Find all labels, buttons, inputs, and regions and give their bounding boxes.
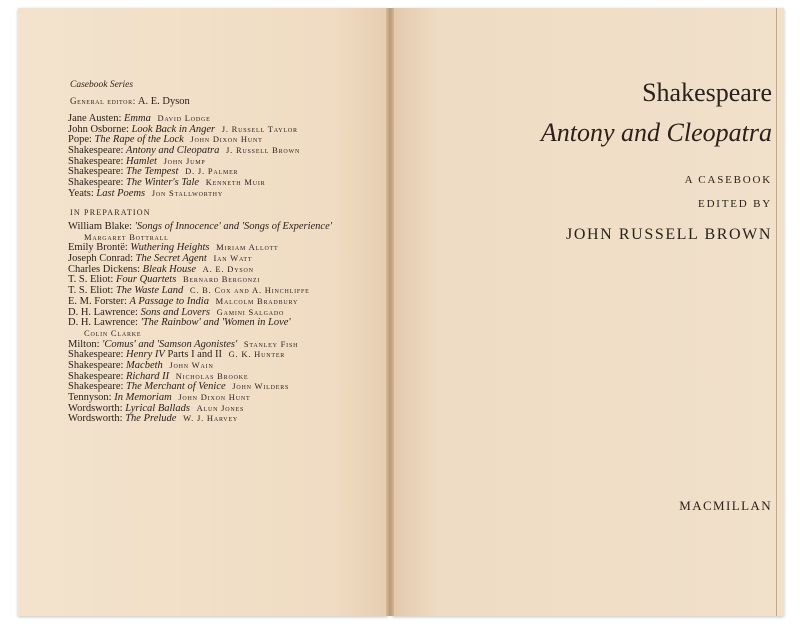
list-item — [68, 274, 336, 285]
entry-title: In Memoriam — [114, 392, 172, 403]
published-titles-list — [68, 113, 300, 199]
entry-author: Shakespeare: — [68, 370, 124, 382]
entry-editor: Nicholas Brooke — [175, 370, 249, 381]
entry-author: Joseph Conrad: — [68, 253, 134, 265]
entry-author: Shakespeare: — [68, 177, 124, 189]
entry-title: Last Poems — [96, 187, 146, 199]
book-gutter — [386, 8, 394, 616]
list-item — [68, 339, 336, 350]
list-item — [68, 156, 300, 167]
entry-editor: Jon Stallworthy — [151, 187, 223, 198]
entry-author: Charles Dickens: — [68, 263, 141, 275]
general-editor-label: General editor: — [70, 96, 136, 106]
entry-title: Antony and Cleopatra — [126, 145, 220, 157]
entry-author: Milton: — [68, 338, 100, 350]
entry-title: Macbeth — [126, 359, 163, 371]
edited-by-label: EDITED BY — [698, 198, 772, 210]
in-preparation-heading: IN PREPARATION — [70, 208, 151, 217]
entry-title: Henry IV — [126, 349, 165, 361]
entry-editor: Miriam Allott — [216, 242, 279, 253]
entry-editor: John Wilders — [232, 381, 290, 392]
in-preparation-list — [68, 221, 336, 424]
entry-editor: Bernard Bergonzi — [182, 274, 261, 285]
entry-editor: D. J. Palmer — [185, 166, 239, 177]
entry-editor: David Lodge — [157, 113, 211, 123]
entry-title: A Passage to India — [129, 295, 209, 307]
entry-editor: Margaret Bottrall — [84, 231, 169, 242]
list-item — [68, 113, 300, 124]
entry-author: Shakespeare: — [68, 145, 124, 157]
entry-title: The Rape of the Lock — [94, 134, 184, 146]
entry-author: Shakespeare: — [68, 359, 124, 371]
entry-editor: Malcolm Bradbury — [215, 295, 299, 306]
entry-editor: John Jump — [163, 155, 206, 166]
entry-title: Emma — [124, 113, 151, 124]
list-item — [68, 371, 336, 382]
entry-title: 'Comus' and 'Samson Agonistes' — [102, 338, 238, 350]
entry-author: T. S. Eliot: — [68, 285, 114, 297]
entry-title: Hamlet — [126, 155, 157, 167]
list-item — [68, 242, 336, 253]
series-subtitle: A CASEBOOK — [684, 174, 772, 186]
entry-author: William Blake: — [68, 221, 133, 232]
entry-author: Pope: — [68, 134, 92, 146]
list-item — [68, 253, 336, 264]
series-label: Casebook Series — [70, 80, 134, 90]
entry-editor: Colin Clarke — [84, 327, 142, 338]
entry-title: The Merchant of Venice — [126, 381, 226, 393]
list-item — [68, 124, 300, 135]
entry-author: Jane Austen: — [68, 113, 122, 124]
list-item — [68, 134, 300, 145]
entry-title: Four Quartets — [115, 274, 177, 286]
list-item — [68, 264, 336, 275]
page-edge — [776, 8, 777, 616]
entry-editor: G. K. Hunter — [228, 349, 286, 360]
entry-editor: John Dixon Hunt — [190, 134, 263, 145]
book-title: Antony and Cleopatra — [540, 118, 772, 147]
list-item — [68, 317, 336, 328]
entry-author: Wordsworth: — [68, 402, 123, 414]
entry-author: Shakespeare: — [68, 155, 124, 167]
list-item — [68, 360, 336, 371]
entry-author: Tennyson: — [68, 392, 112, 403]
entry-editor: W. J. Harvey — [183, 413, 239, 424]
entry-title: The Tempest — [126, 166, 179, 178]
entry-author: D. H. Lawrence: — [68, 317, 138, 329]
entry-title: The Prelude — [125, 413, 177, 425]
entry-author: Yeats: — [68, 187, 94, 199]
entry-editor: Gamini Salgado — [216, 306, 285, 317]
list-item — [68, 232, 336, 243]
entry-extra: Parts I and II — [167, 349, 222, 361]
list-item — [68, 285, 336, 296]
list-item — [68, 145, 300, 156]
list-item — [68, 307, 336, 318]
list-item — [68, 188, 300, 199]
list-item — [68, 403, 336, 414]
entry-editor: Stanley Fish — [243, 338, 299, 349]
entry-title: The Winter's Tale — [126, 177, 200, 189]
book-author-heading: Shakespeare — [642, 78, 772, 107]
entry-author: E. M. Forster: — [68, 295, 127, 307]
entry-author: John Osborne: — [68, 123, 129, 135]
entry-editor: John Dixon Hunt — [178, 392, 251, 402]
entry-title: Sons and Lovers — [140, 306, 211, 318]
entry-editor: J. Russell Taylor — [221, 123, 298, 134]
entry-title: The Secret Agent — [135, 253, 207, 265]
entry-editor: Ian Watt — [213, 253, 253, 264]
entry-author: T. S. Eliot: — [68, 274, 114, 286]
entry-title: The Waste Land — [115, 285, 184, 297]
entry-editor: C. B. Cox and A. Hinchliffe — [189, 285, 310, 296]
editor-name: JOHN RUSSELL BROWN — [566, 226, 772, 243]
entry-title: 'The Rainbow' and 'Women in Love' — [140, 317, 291, 329]
list-item — [68, 349, 336, 360]
general-editor-line — [70, 96, 190, 107]
entry-author: Shakespeare: — [68, 166, 124, 178]
list-item — [68, 381, 336, 392]
list-item — [68, 328, 336, 339]
entry-title: Bleak House — [142, 263, 197, 275]
entry-author: D. H. Lawrence: — [68, 306, 138, 318]
entry-title: 'Songs of Innocence' and 'Songs of Experience' — [134, 221, 333, 232]
entry-author: Emily Brontë: — [68, 242, 128, 254]
entry-editor: Kenneth Muir — [205, 177, 266, 188]
list-item — [68, 413, 336, 424]
entry-author: Wordsworth: — [68, 413, 123, 425]
list-item — [68, 296, 336, 307]
entry-title: Richard II — [126, 370, 170, 382]
entry-author: Shakespeare: — [68, 381, 124, 393]
entry-editor: J. Russell Brown — [225, 145, 301, 156]
publisher-name: MACMILLAN — [679, 498, 772, 513]
general-editor-name: A. E. Dyson — [137, 96, 190, 107]
list-item — [68, 392, 336, 403]
list-item — [68, 166, 300, 177]
entry-editor: John Wain — [169, 359, 214, 370]
entry-editor: A. E. Dyson — [202, 263, 254, 274]
list-item — [68, 221, 336, 232]
list-item — [68, 177, 300, 188]
entry-editor: Alun Jones — [196, 402, 245, 413]
entry-author: Shakespeare: — [68, 349, 124, 361]
entry-title: Lyrical Ballads — [125, 402, 190, 414]
entry-title: Wuthering Heights — [130, 242, 210, 254]
entry-title: Look Back in Anger — [131, 123, 216, 135]
